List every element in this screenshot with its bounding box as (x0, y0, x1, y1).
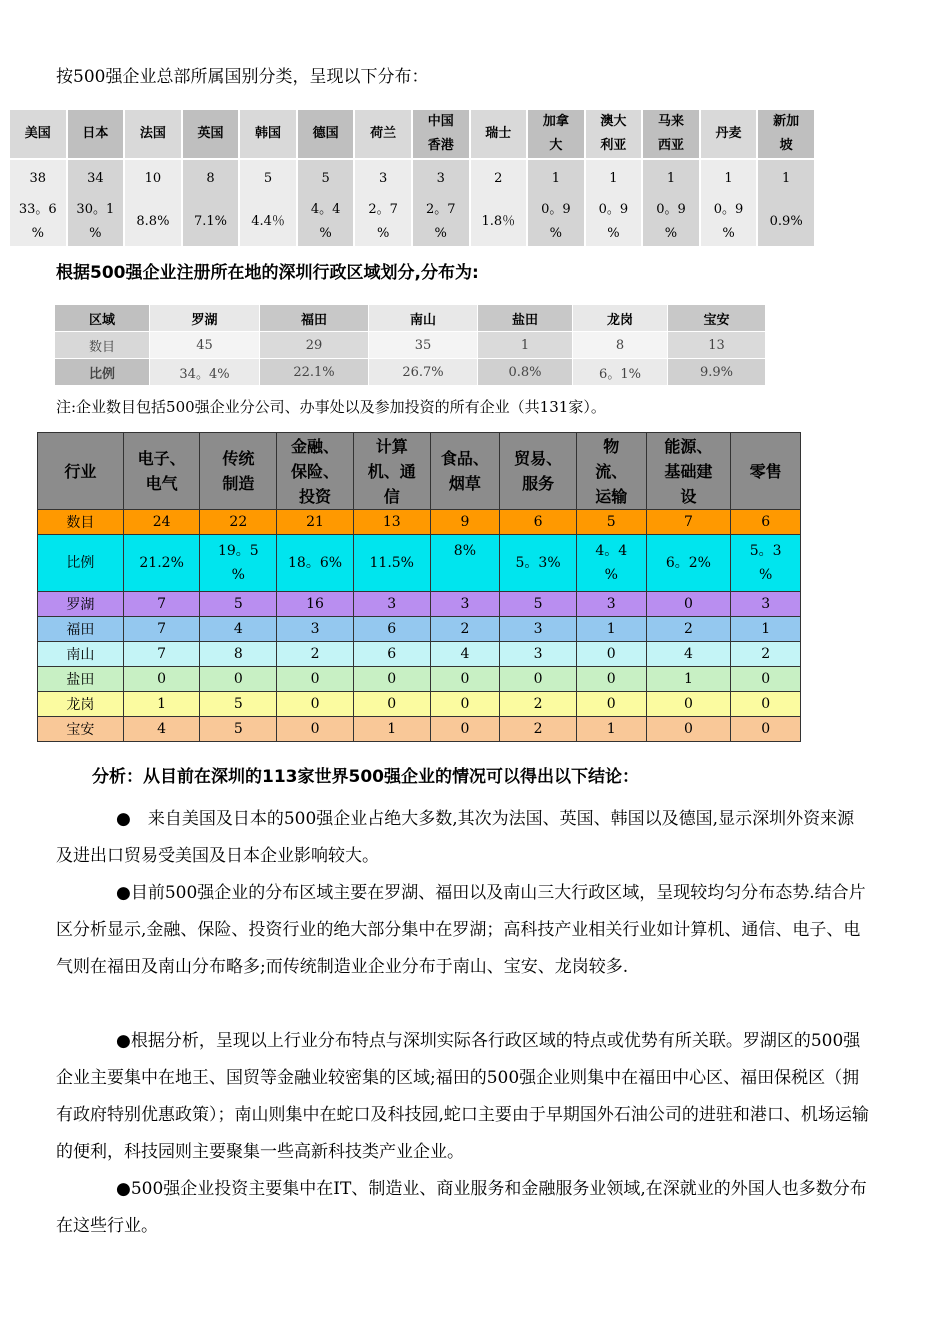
district-header-row (55, 305, 766, 332)
industry-value-cell: 4 (430, 642, 500, 667)
analysis-heading: 分析：从目前在深圳的113家世界500强企业的情况可以得出以下结论： (92, 767, 639, 787)
district-ratio-cell: 9.9% (668, 359, 766, 386)
district-count-cell: 13 (668, 332, 766, 359)
industry-row (38, 592, 801, 617)
industry-value-cell: 1 (646, 667, 731, 692)
industry-value-cell: 0 (430, 717, 500, 742)
country-ratio-cell: 2。7 % (354, 198, 412, 246)
country-count-cell: 3 (354, 159, 412, 198)
note-text: 注:企业数目包括500强企业分公司、办事处以及参加投资的所有企业（共131家）。 (56, 398, 606, 416)
industry-value-cell: 0 (353, 667, 430, 692)
industry-value-cell: 8 (200, 642, 277, 667)
country-count-row (9, 159, 815, 198)
country-count-cell: 2 (470, 159, 528, 198)
industry-value-cell: 0 (731, 717, 801, 742)
industry-value-cell: 21 (277, 510, 354, 535)
country-ratio-cell: 7.1% (182, 198, 240, 246)
industry-value-cell: 0 (277, 717, 354, 742)
industry-row (38, 667, 801, 692)
country-ratio-cell: 0。9 % (642, 198, 700, 246)
industry-value-cell: 5。3 % (731, 535, 801, 592)
country-count-cell: 8 (182, 159, 240, 198)
analysis-point: ●根据分析，呈现以上行业分布特点与深圳实际各行政区域的特点或优势有所关联。罗湖区的500强企业主要集中在地王、国贸等金融业较密集的区域;福田的500强企业则集中在福田中心区、福田保税区（拥有政府特别优惠政策）；南山则集中在蛇口及科技园,蛇口主要由于早期国外石油公司的进驻和港口、机场运输的便利，科技园则主要聚集一些高新科技类产业企业。 (56, 1031, 869, 1162)
industry-value-cell: 0 (277, 667, 354, 692)
industry-value-cell: 7 (123, 617, 200, 642)
country-ratio-cell: 4。4 % (297, 198, 355, 246)
district-count-cell: 29 (260, 332, 369, 359)
industry-value-cell: 3 (576, 592, 646, 617)
district-count-cell: 45 (150, 332, 260, 359)
industry-row (38, 692, 801, 717)
district-distribution-table (54, 304, 766, 386)
industry-value-cell: 6。2% (646, 535, 731, 592)
industry-header-cell: 贸易、 服务 (500, 433, 577, 510)
country-header-cell: 美国 (9, 110, 67, 159)
industry-value-cell: 2 (500, 692, 577, 717)
country-count-cell: 38 (9, 159, 67, 198)
industry-header-row (38, 433, 801, 510)
industry-row-label: 宝安 (38, 717, 124, 742)
district-ratio-row (55, 359, 766, 386)
industry-header-cell: 电子、 电气 (123, 433, 200, 510)
industry-row-label: 龙岗 (38, 692, 124, 717)
district-header-cell: 宝安 (668, 305, 766, 332)
district-count-cell: 35 (369, 332, 478, 359)
industry-value-cell: 22 (200, 510, 277, 535)
industry-value-cell: 7 (646, 510, 731, 535)
industry-value-cell: 0 (200, 667, 277, 692)
industry-value-cell: 6 (500, 510, 577, 535)
country-header-cell: 马来 西亚 (642, 110, 700, 159)
industry-value-cell: 2 (500, 717, 577, 742)
district-header-cell: 罗湖 (150, 305, 260, 332)
industry-header-cell: 食品、 烟草 (430, 433, 500, 510)
industry-value-cell: 6 (353, 642, 430, 667)
district-ratio-cell: 34。4% (150, 359, 260, 386)
country-header-cell: 中国 香港 (412, 110, 470, 159)
industry-header-cell: 物 流、 运输 (576, 433, 646, 510)
analysis-point: ● 来自美国及日本的500强企业占绝大多数,其次为法国、英国、韩国以及德国,显示深圳外资来源及进出口贸易受美国及日本企业影响较大。 (56, 809, 855, 866)
analysis-point: ●500强企业投资主要集中在IT、制造业、商业服务和金融服务业领域,在深就业的外国人也多数分布在这些行业。 (56, 1179, 867, 1236)
industry-row-label: 福田 (38, 617, 124, 642)
industry-value-cell: 0 (576, 642, 646, 667)
industry-header-cell: 传统 制造 (200, 433, 277, 510)
country-ratio-row (9, 198, 815, 246)
district-ratio-label: 比例 (55, 359, 150, 386)
industry-value-cell: 1 (576, 617, 646, 642)
industry-value-cell: 3 (430, 592, 500, 617)
industry-row-label: 盐田 (38, 667, 124, 692)
district-header-cell: 福田 (260, 305, 369, 332)
industry-value-cell: 21.2% (123, 535, 200, 592)
industry-value-cell: 0 (646, 692, 731, 717)
industry-value-cell: 5 (200, 717, 277, 742)
industry-value-cell: 5 (200, 692, 277, 717)
industry-value-cell: 9 (430, 510, 500, 535)
industry-value-cell: 6 (353, 617, 430, 642)
industry-value-cell: 0 (500, 667, 577, 692)
country-count-cell: 1 (700, 159, 758, 198)
country-header-cell: 法国 (124, 110, 182, 159)
industry-value-cell: 2 (430, 617, 500, 642)
country-ratio-cell: 0。9 % (700, 198, 758, 246)
industry-value-cell: 6 (731, 510, 801, 535)
industry-value-cell: 0 (353, 692, 430, 717)
industry-distribution-table (37, 432, 801, 742)
industry-value-cell: 4 (646, 642, 731, 667)
district-count-row (55, 332, 766, 359)
district-ratio-cell: 6。1% (573, 359, 668, 386)
industry-value-cell: 0 (646, 717, 731, 742)
industry-row (38, 717, 801, 742)
industry-value-cell: 3 (731, 592, 801, 617)
district-count-cell: 8 (573, 332, 668, 359)
industry-row (38, 617, 801, 642)
industry-value-cell: 0 (731, 667, 801, 692)
country-header-cell: 日本 (67, 110, 125, 159)
country-header-cell: 丹麦 (700, 110, 758, 159)
industry-value-cell: 7 (123, 592, 200, 617)
industry-row (38, 510, 801, 535)
country-ratio-cell: 8.8% (124, 198, 182, 246)
industry-value-cell: 0 (430, 667, 500, 692)
country-header-cell: 德国 (297, 110, 355, 159)
analysis-point: ●目前500强企业的分布区域主要在罗湖、福田以及南山三大行政区域，呈现较均匀分布态势.结合片区分析显示,金融、保险、投资行业的绝大部分集中在罗湖；高科技产业相关行业如计算机、通信、电子、电气则在福田及南山分布略多;而传统制造业企业分布于南山、宝安、龙岗较多. (56, 883, 866, 977)
industry-value-cell: 3 (353, 592, 430, 617)
industry-value-cell: 0 (277, 692, 354, 717)
industry-value-cell: 4 (200, 617, 277, 642)
district-ratio-cell: 26.7% (369, 359, 478, 386)
district-count-cell: 1 (478, 332, 573, 359)
district-heading: 根据500强企业注册所在地的深圳行政区域划分,分布为: (56, 263, 479, 283)
district-ratio-cell: 0.8% (478, 359, 573, 386)
country-count-cell: 34 (67, 159, 125, 198)
industry-header-cell: 计算 机、通 信 (353, 433, 430, 510)
industry-row-label: 比例 (38, 535, 124, 592)
industry-value-cell: 0 (731, 692, 801, 717)
industry-value-cell: 2 (277, 642, 354, 667)
industry-value-cell: 18。6% (277, 535, 354, 592)
country-count-cell: 10 (124, 159, 182, 198)
country-header-cell: 澳大 利亚 (585, 110, 643, 159)
industry-value-cell: 5 (500, 592, 577, 617)
country-count-cell: 1 (757, 159, 815, 198)
country-header-cell: 新加 坡 (757, 110, 815, 159)
industry-value-cell: 11.5% (353, 535, 430, 592)
industry-value-cell: 16 (277, 592, 354, 617)
country-distribution-table (8, 110, 816, 246)
industry-value-cell: 5。3% (500, 535, 577, 592)
country-header-row (9, 110, 815, 159)
industry-value-cell: 7 (123, 642, 200, 667)
industry-value-cell: 1 (123, 692, 200, 717)
country-count-cell: 5 (239, 159, 297, 198)
district-header-cell: 龙岗 (573, 305, 668, 332)
industry-value-cell: 3 (500, 642, 577, 667)
country-ratio-cell: 30。1 % (67, 198, 125, 246)
country-count-cell: 3 (412, 159, 470, 198)
industry-value-cell: 4。4 % (576, 535, 646, 592)
country-header-cell: 加拿 大 (527, 110, 585, 159)
industry-value-cell: 5 (200, 592, 277, 617)
district-header-cell: 区域 (55, 305, 150, 332)
industry-value-cell: 0 (646, 592, 731, 617)
industry-value-cell: 1 (576, 717, 646, 742)
country-ratio-cell: 0.9% (757, 198, 815, 246)
industry-value-cell: 3 (277, 617, 354, 642)
country-count-cell: 5 (297, 159, 355, 198)
country-header-cell: 韩国 (239, 110, 297, 159)
industry-value-cell: 2 (646, 617, 731, 642)
district-header-cell: 盐田 (478, 305, 573, 332)
industry-value-cell: 24 (123, 510, 200, 535)
industry-value-cell: 1 (731, 617, 801, 642)
country-header-cell: 英国 (182, 110, 240, 159)
country-count-cell: 1 (642, 159, 700, 198)
industry-row-label: 罗湖 (38, 592, 124, 617)
district-count-label: 数目 (55, 332, 150, 359)
country-ratio-cell: 4.4％ (239, 198, 297, 246)
country-count-cell: 1 (527, 159, 585, 198)
country-ratio-cell: 2。7 % (412, 198, 470, 246)
country-ratio-cell: 0。9 % (527, 198, 585, 246)
industry-value-cell: 8% (430, 535, 500, 592)
country-header-cell: 荷兰 (354, 110, 412, 159)
country-header-cell: 瑞士 (470, 110, 528, 159)
industry-row-label: 南山 (38, 642, 124, 667)
industry-header-cell: 能源、 基础建 设 (646, 433, 731, 510)
industry-value-cell: 3 (500, 617, 577, 642)
industry-value-cell: 0 (576, 692, 646, 717)
district-ratio-cell: 22.1% (260, 359, 369, 386)
industry-value-cell: 19。5 % (200, 535, 277, 592)
industry-value-cell: 1 (353, 717, 430, 742)
industry-value-cell: 0 (123, 667, 200, 692)
industry-row-label: 数目 (38, 510, 124, 535)
industry-row (38, 535, 801, 592)
industry-value-cell: 4 (123, 717, 200, 742)
country-ratio-cell: 0。9 % (585, 198, 643, 246)
industry-value-cell: 0 (430, 692, 500, 717)
industry-value-cell: 2 (731, 642, 801, 667)
country-ratio-cell: 1.8％ (470, 198, 528, 246)
industry-header-cell: 零售 (731, 433, 801, 510)
country-ratio-cell: 33。6 % (9, 198, 67, 246)
industry-header-cell: 行业 (38, 433, 124, 510)
district-header-cell: 南山 (369, 305, 478, 332)
intro-text: 按500强企业总部所属国别分类，呈现以下分布： (56, 67, 429, 87)
industry-value-cell: 5 (576, 510, 646, 535)
industry-header-cell: 金融、 保险、 投资 (277, 433, 354, 510)
industry-row (38, 642, 801, 667)
industry-value-cell: 13 (353, 510, 430, 535)
country-count-cell: 1 (585, 159, 643, 198)
industry-value-cell: 0 (576, 667, 646, 692)
